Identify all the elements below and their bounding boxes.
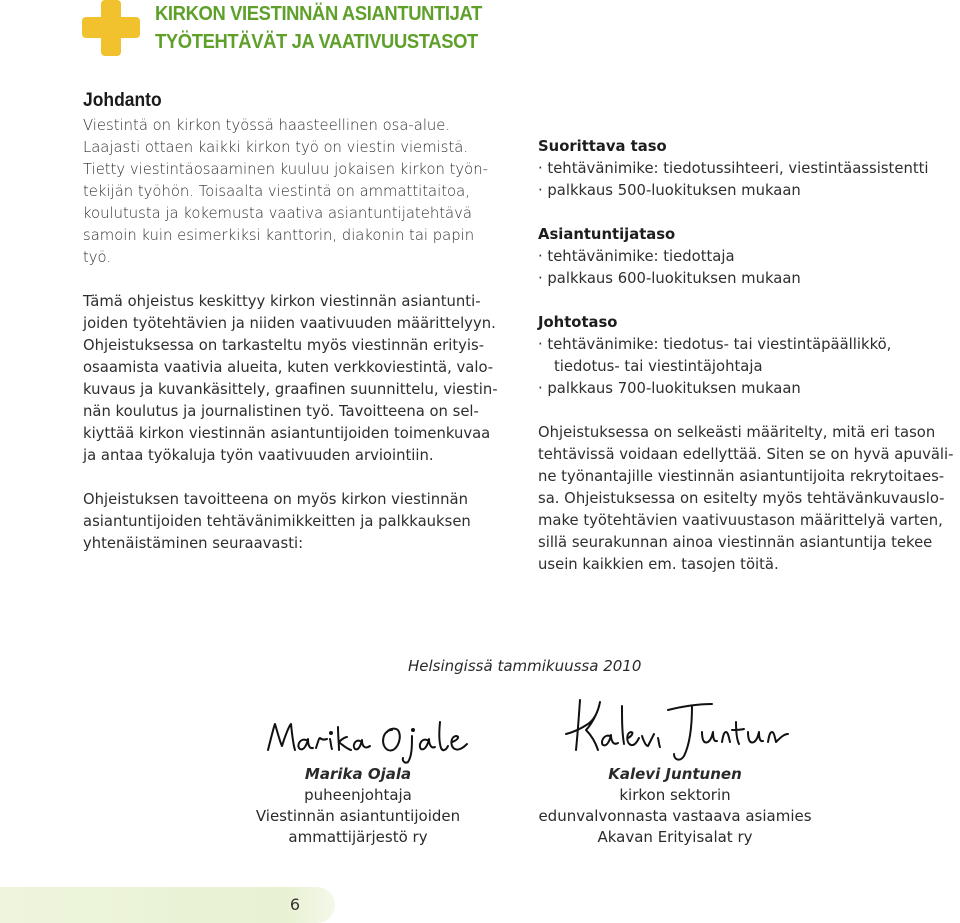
signatory-1 <box>198 764 518 848</box>
list-item: · tehtävänimike: tiedottaja <box>538 248 735 265</box>
signatory-org: ammattijärjestö ry <box>288 828 428 846</box>
list-item: · tehtävänimike: tiedotussihteeri, viestintäassistentti <box>538 160 929 177</box>
intro-paragraph-3: Ohjeistuksen tavoitteena on myös kirkon viestinnän asiantuntijoiden tehtävänimikkeitten ja palkkauksen yhtenäistäminen seuraavasti: <box>83 491 471 552</box>
level-title: Johtotaso <box>538 314 618 331</box>
page-number: 6 <box>289 895 301 914</box>
list-item: · palkkaus 600-luokituksen mukaan <box>538 270 801 287</box>
list-item: · tehtävänimike: tiedotus- tai viestintäpäällikkö, tiedotus- tai viestintäjohtaja <box>538 336 892 375</box>
left-column <box>83 115 513 555</box>
yellow-cross-icon <box>82 0 140 58</box>
signatory-name: Kalevi Juntunen <box>608 765 742 783</box>
level-suorittava <box>538 136 958 202</box>
signature-marika-ojala <box>262 712 472 764</box>
right-column <box>538 136 958 576</box>
level-johto <box>538 312 958 400</box>
section-heading: Johdanto <box>83 90 162 111</box>
signatory-org: Akavan Erityisalat ry <box>597 828 753 846</box>
signatory-2 <box>515 764 835 848</box>
list-item: · palkkaus 500-luokituksen mukaan <box>538 182 801 199</box>
header-subtitle: TYÖTEHTÄVÄT JA VAATIVUUSTASOT <box>155 31 478 53</box>
signatory-title: puheenjohtaja <box>304 786 412 804</box>
signatory-title: edunvalvonnasta vastaava asiamies <box>538 807 812 825</box>
intro-paragraph-1: Viestintä on kirkon työssä haasteellinen osa-alue. Laajasti ottaen kaikki kirkon työ on viestin viemistä. Tietty viestintäosaaminen kuuluu jokaisen kirkon työn- tekijän työhön. Toisaalta viestintä on ammattitaitoa, koulutusta ja kokemusta vaativa asiantuntijatehtävä samoin kuin esimerkiksi kanttorin, diakonin tai papin työ. <box>83 117 488 266</box>
level-asiantuntija <box>538 224 958 290</box>
signatory-org: Viestinnän asiantuntijoiden <box>255 807 461 825</box>
place-date: Helsingissä tammikuussa 2010 <box>408 657 642 675</box>
header-title: KIRKON VIESTINNÄN ASIANTUNTIJAT <box>155 3 482 25</box>
list-item: · palkkaus 700-luokituksen mukaan <box>538 380 801 397</box>
signatory-name: Marika Ojala <box>304 765 412 783</box>
signature-kalevi-juntunen <box>562 692 792 766</box>
level-title: Asiantuntijataso <box>538 226 676 243</box>
closing-paragraph: Ohjeistuksessa on selkeästi määritelty, mitä eri tason tehtävissä voidaan edellyttää. Siten se on hyvä apuväli- ne työnantajille viestinnän asiantuntijoita rekrytoitaes- sa. Ohjeistuksessa on esitelty myös tehtävänkuvauslo- make työtehtävien vaativuustason määrittelyä varten, sillä seurakunnan ainoa viestinnän asiantuntija tekee usein kaikkien em. tasojen töitä. <box>538 424 954 573</box>
level-title: Suorittava taso <box>538 138 667 155</box>
intro-paragraph-2: Tämä ohjeistus keskittyy kirkon viestinnän asiantunti- joiden työtehtävien ja niiden vaativuuden määrittelyyn. Ohjeistuksessa on tarkasteltu myös viestinnän erityis- osaamista vaativia alueita, kuten verkkoviestintä, valo- kuvaus ja kuvankäsittely, graafinen suunnittelu, viestin- nän koulutus ja journalistinen työ. Tavoitteena on sel- kiyttää kirkon viestinnän asiantuntijoiden toimenkuvaa ja antaa työkaluja työn vaativuuden arviointiin. <box>83 293 498 464</box>
signatory-title: kirkon sektorin <box>619 786 731 804</box>
